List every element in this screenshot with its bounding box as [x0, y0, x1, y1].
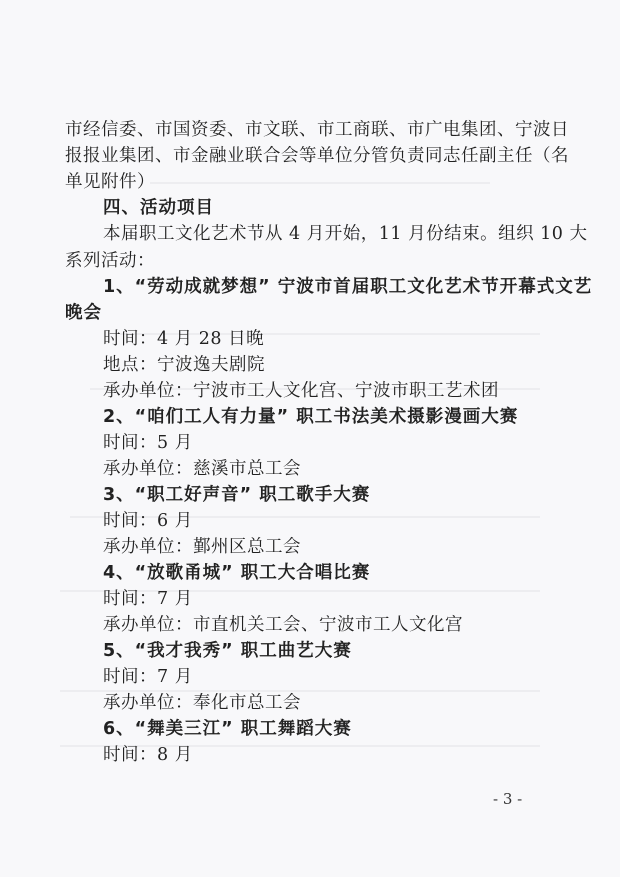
event-title: 4、“放歌甬城” 职工大合唱比赛: [103, 563, 371, 583]
event-time: 时间：6 月: [103, 511, 193, 531]
body-text-line: 市经信委、市国资委、市文联、市工商联、市广电集团、宁波日: [65, 120, 569, 140]
event-organizer: 承办单位：奉化市总工会: [103, 693, 301, 713]
event-organizer: 承办单位：慈溪市总工会: [103, 459, 301, 479]
section-heading: 四、活动项目: [103, 198, 214, 218]
bleed-through-mark: [150, 182, 490, 184]
event-time: 时间：8 月: [103, 745, 193, 765]
event-time: 时间：5 月: [103, 433, 193, 453]
event-title-continued: 晚会: [65, 303, 102, 323]
event-organizer: 承办单位：宁波市工人文化宫、宁波市职工艺术团: [103, 381, 499, 401]
event-time: 时间：4 月 28 日晚: [103, 329, 265, 349]
event-time: 时间：7 月: [103, 667, 193, 687]
page-number: - 3 -: [493, 790, 523, 808]
event-title: 2、“咱们工人有力量” 职工书法美术摄影漫画大赛: [103, 407, 519, 427]
event-time: 时间：7 月: [103, 589, 193, 609]
event-title: 6、“舞美三江” 职工舞蹈大赛: [103, 719, 352, 739]
body-text-line: 报报业集团、市金融业联合会等单位分管负责同志任副主任（名: [65, 146, 569, 166]
event-title: 1、“劳动成就梦想” 宁波市首届职工文化艺术节开幕式文艺: [103, 277, 593, 297]
event-organizer: 承办单位：鄞州区总工会: [103, 537, 301, 557]
body-text-line: 本届职工文化艺术节从 4 月开始，11 月份结束。组织 10 大: [103, 224, 588, 244]
event-organizer: 承办单位：市直机关工会、宁波市工人文化宫: [103, 615, 463, 635]
event-title: 3、“职工好声音” 职工歌手大赛: [103, 485, 371, 505]
event-title: 5、“我才我秀” 职工曲艺大赛: [103, 641, 352, 661]
body-text-line: 系列活动：: [65, 251, 155, 271]
body-text-line: 单见附件）: [65, 172, 155, 192]
event-venue: 地点：宁波逸夫剧院: [103, 355, 265, 375]
